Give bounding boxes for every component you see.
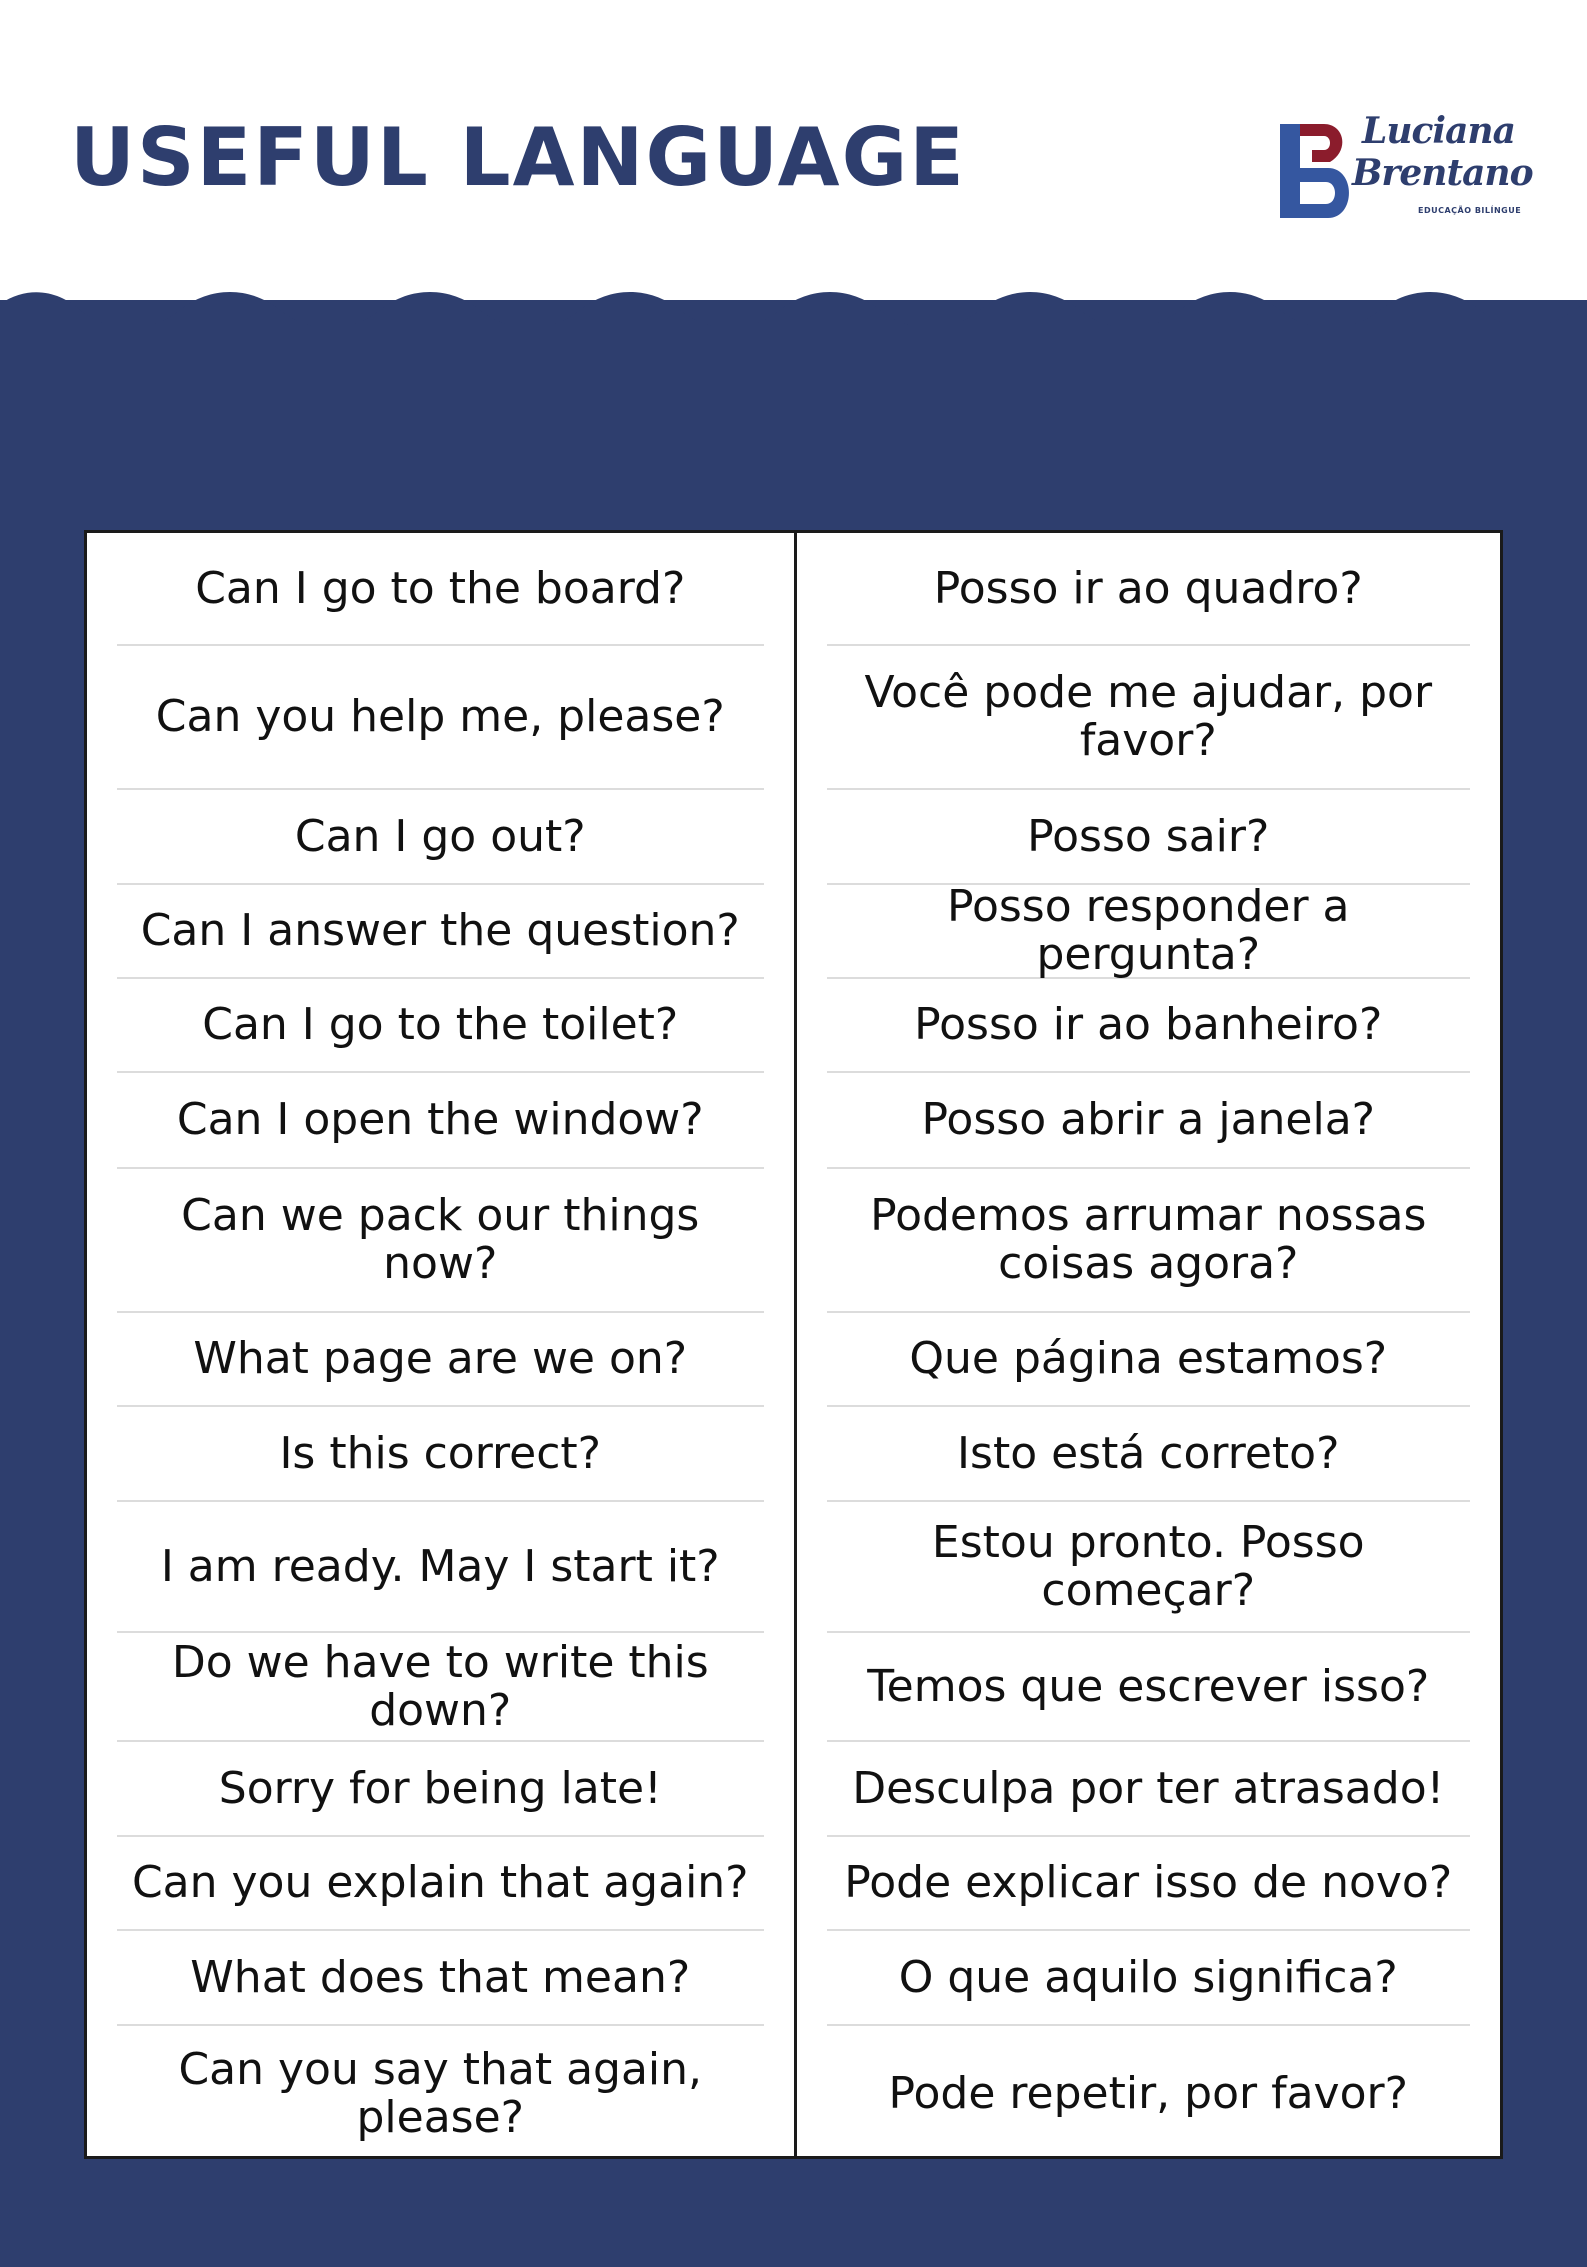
english-phrase [117, 979, 764, 1073]
logo-name-line2: Brentano [1352, 152, 1533, 194]
phrase-text: Can I go to the toilet? [202, 999, 679, 1050]
phrase-text: Can I go out? [294, 810, 586, 862]
portuguese-phrase [827, 790, 1471, 885]
english-phrase [117, 885, 764, 979]
logo-wordmark [1352, 110, 1533, 194]
portuguese-phrase [827, 1169, 1471, 1313]
phrase-text: Que página estamos? [909, 1333, 1388, 1384]
portuguese-phrase [827, 2026, 1471, 2162]
phrase-text: Can I open the window? [176, 1094, 704, 1145]
logo-mark-icon [1270, 116, 1356, 226]
english-phrase [117, 533, 764, 646]
english-phrase [117, 2026, 764, 2162]
portuguese-phrase [827, 1313, 1471, 1407]
portuguese-phrase [827, 1742, 1471, 1837]
portuguese-phrase [827, 979, 1471, 1073]
phrase-text: Você pode me ajudar, por favor? [864, 667, 1433, 766]
english-phrase [117, 1742, 764, 1837]
english-phrase [117, 790, 764, 885]
portuguese-column [794, 533, 1501, 2156]
portuguese-phrase [827, 1837, 1471, 1931]
phrase-text: Can you help me, please? [155, 691, 725, 742]
phrase-text: Posso ir ao quadro? [933, 562, 1363, 614]
english-phrase [117, 1169, 764, 1313]
phrase-text: Is this correct? [279, 1427, 602, 1479]
phrase-text: Posso ir ao banheiro? [914, 999, 1383, 1050]
phrase-text: Estou pronto. Posso começar? [931, 1516, 1365, 1616]
portuguese-phrase [827, 1931, 1471, 2026]
phrase-text: Pode explicar isso de novo? [844, 1857, 1453, 1908]
logo-tagline: EDUCAÇÃO BILÍNGUE [1418, 206, 1522, 215]
english-column [87, 533, 794, 2156]
english-phrase [117, 1837, 764, 1931]
page-title: USEFUL LANGUAGE [70, 111, 966, 204]
english-phrase [117, 1502, 764, 1633]
phrase-text: What page are we on? [193, 1333, 688, 1384]
portuguese-phrase [827, 1502, 1471, 1633]
portuguese-phrase [827, 1073, 1471, 1169]
phrase-text: Can you explain that again? [131, 1857, 749, 1908]
phrase-text: Podemos arrumar nossas coisas agora? [870, 1190, 1427, 1289]
english-phrase [117, 1407, 764, 1502]
portuguese-phrase [827, 533, 1471, 646]
portuguese-phrase [827, 881, 1471, 980]
logo-name-line1: Luciana [1362, 110, 1515, 152]
phrase-text: I am ready. May I start it? [160, 1540, 720, 1592]
phrase-text: Sorry for being late! [218, 1762, 662, 1814]
phrase-text: Posso abrir a janela? [921, 1094, 1376, 1145]
english-phrase [117, 646, 764, 790]
phrase-text: Do we have to write this down? [171, 1636, 709, 1736]
phrase-table [84, 530, 1503, 2159]
phrase-text: O que aquilo significa? [898, 1951, 1398, 2003]
phrase-text: Can you say that again, please? [178, 2044, 703, 2143]
english-phrase [117, 1633, 764, 1742]
phrase-text: Can I go to the board? [195, 562, 686, 614]
phrase-text: What does that mean? [190, 1951, 691, 2003]
phrase-text: Posso sair? [1027, 810, 1270, 862]
english-phrase [117, 1073, 764, 1169]
phrase-text: Temos que escrever isso? [867, 1660, 1430, 1712]
portuguese-phrase [827, 646, 1471, 790]
wave-divider [0, 290, 1587, 350]
english-phrase [117, 1931, 764, 2026]
english-phrase [117, 1313, 764, 1407]
phrase-text: Posso responder a pergunta? [946, 881, 1350, 980]
portuguese-phrase [827, 1407, 1471, 1502]
phrase-text: Can we pack our things now? [181, 1190, 700, 1289]
brand-logo [1270, 110, 1533, 230]
phrase-text: Isto está correto? [957, 1427, 1340, 1479]
portuguese-phrase [827, 1633, 1471, 1742]
phrase-text: Can I answer the question? [140, 905, 740, 956]
phrase-text: Pode repetir, por favor? [888, 2068, 1408, 2119]
phrase-text: Desculpa por ter atrasado! [852, 1762, 1445, 1814]
